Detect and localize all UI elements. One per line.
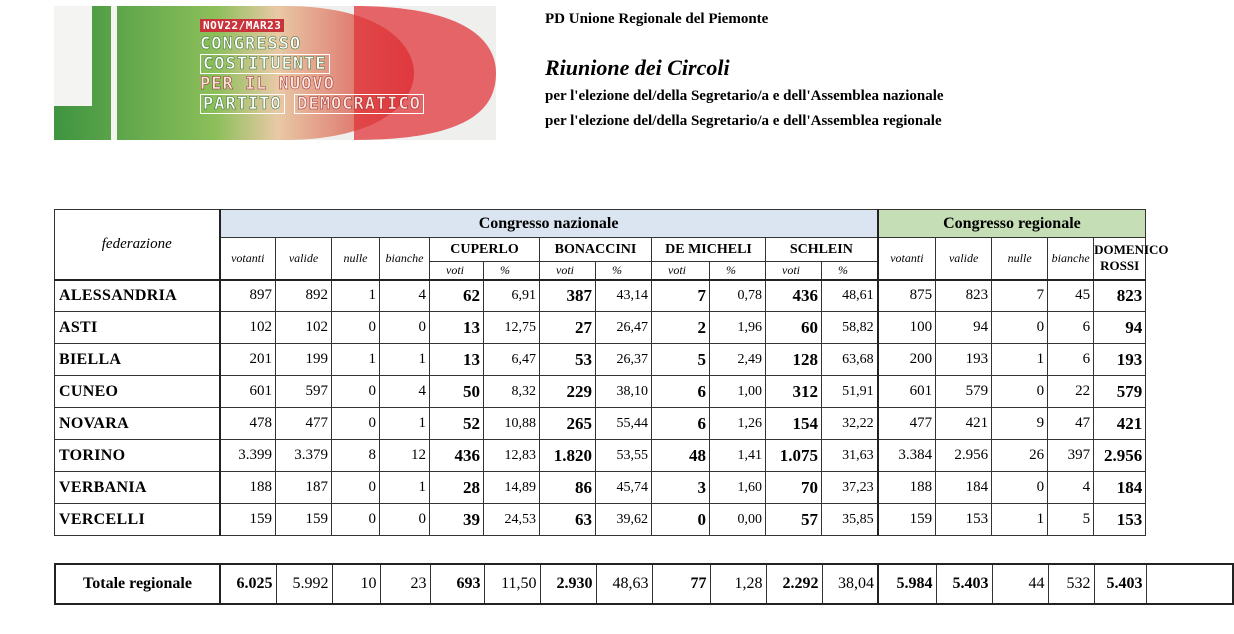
logo-line-3: PER IL NUOVO bbox=[200, 74, 335, 94]
reg-bianche-cell: 45 bbox=[1048, 280, 1094, 312]
total-cuperlo-voti: 693 bbox=[430, 564, 484, 604]
table-row bbox=[55, 408, 1233, 440]
reg-bianche-cell: 5 bbox=[1048, 504, 1094, 536]
reg-valide-cell: 823 bbox=[936, 280, 992, 312]
valide-cell: 3.379 bbox=[276, 440, 332, 472]
reg-bianche-cell: 6 bbox=[1048, 344, 1094, 376]
reg-nulle-cell: 7 bbox=[992, 280, 1048, 312]
schlein-voti-cell: 70 bbox=[766, 472, 822, 504]
total-cuperlo-pct: 11,50 bbox=[484, 564, 540, 604]
bonaccini-pct-cell: 45,74 bbox=[596, 472, 652, 504]
total-de-micheli-pct: 1,28 bbox=[710, 564, 766, 604]
schlein-voti-cell: 436 bbox=[766, 280, 822, 312]
cuperlo-pct-cell: 6,91 bbox=[484, 280, 540, 312]
cuperlo-voti-header: voti bbox=[430, 262, 484, 280]
reg-votanti-cell: 3.384 bbox=[878, 440, 936, 472]
schlein-voti-cell: 1.075 bbox=[766, 440, 822, 472]
votanti-cell: 478 bbox=[220, 408, 276, 440]
subtitle-national: per l'elezione del/della Segretario/a e dell'Assemblea nazionale bbox=[545, 88, 944, 104]
federation-name: BIELLA bbox=[55, 344, 220, 376]
de-micheli-pct-cell: 1,00 bbox=[710, 376, 766, 408]
candidate-header-cuperlo: CUPERLO bbox=[430, 238, 540, 262]
table-row bbox=[55, 472, 1233, 504]
bonaccini-pct-cell: 55,44 bbox=[596, 408, 652, 440]
reg-nulle-cell: 26 bbox=[992, 440, 1048, 472]
rossi-voti-cell: 579 bbox=[1094, 376, 1146, 408]
bonaccini-voti-cell: 27 bbox=[540, 312, 596, 344]
cuperlo-voti-cell: 436 bbox=[430, 440, 484, 472]
total-bianche: 23 bbox=[380, 564, 430, 604]
bonaccini-voti-header: voti bbox=[540, 262, 596, 280]
schlein-pct-header: % bbox=[822, 262, 878, 280]
results-table bbox=[54, 209, 1233, 536]
total-bonaccini-pct: 48,63 bbox=[596, 564, 652, 604]
federation-name: TORINO bbox=[55, 440, 220, 472]
nulle-cell: 8 bbox=[332, 440, 380, 472]
reg-votanti-cell: 875 bbox=[878, 280, 936, 312]
valide-cell: 102 bbox=[276, 312, 332, 344]
schlein-voti-cell: 60 bbox=[766, 312, 822, 344]
bonaccini-pct-cell: 53,55 bbox=[596, 440, 652, 472]
bonaccini-voti-cell: 53 bbox=[540, 344, 596, 376]
schlein-voti-cell: 128 bbox=[766, 344, 822, 376]
table-row bbox=[55, 504, 1233, 536]
reg-nulle-cell: 0 bbox=[992, 312, 1048, 344]
reg-bianche-cell: 47 bbox=[1048, 408, 1094, 440]
federation-name: NOVARA bbox=[55, 408, 220, 440]
votanti-cell: 159 bbox=[220, 504, 276, 536]
bianche-cell: 4 bbox=[380, 376, 430, 408]
logo-line-5: DEMOCRATICO bbox=[294, 94, 424, 114]
national-congress-header: Congresso nazionale bbox=[220, 210, 878, 238]
total-table bbox=[54, 563, 1234, 605]
rossi-voti-cell: 94 bbox=[1094, 312, 1146, 344]
total-reg-nulle: 44 bbox=[992, 564, 1048, 604]
schlein-voti-cell: 154 bbox=[766, 408, 822, 440]
reg-votanti-cell: 477 bbox=[878, 408, 936, 440]
reg-votanti-header: votanti bbox=[878, 238, 936, 280]
reg-valide-cell: 193 bbox=[936, 344, 992, 376]
total-reg-valide: 5.403 bbox=[936, 564, 992, 604]
de-micheli-voti-cell: 0 bbox=[652, 504, 710, 536]
votanti-header: votanti bbox=[220, 238, 276, 280]
cuperlo-pct-cell: 24,53 bbox=[484, 504, 540, 536]
reg-nulle-cell: 9 bbox=[992, 408, 1048, 440]
document-title: Riunione dei Circoli bbox=[545, 55, 730, 80]
total-votanti: 6.025 bbox=[220, 564, 276, 604]
regional-congress-header: Congresso regionale bbox=[878, 210, 1146, 238]
votanti-cell: 897 bbox=[220, 280, 276, 312]
cuperlo-voti-cell: 39 bbox=[430, 504, 484, 536]
nulle-header: nulle bbox=[332, 238, 380, 280]
reg-valide-cell: 94 bbox=[936, 312, 992, 344]
reg-bianche-cell: 6 bbox=[1048, 312, 1094, 344]
table-row bbox=[55, 344, 1233, 376]
total-row bbox=[55, 564, 1233, 604]
nulle-cell: 1 bbox=[332, 344, 380, 376]
schlein-pct-cell: 63,68 bbox=[822, 344, 878, 376]
total-reg-bianche: 532 bbox=[1048, 564, 1094, 604]
total-de-micheli-voti: 77 bbox=[652, 564, 710, 604]
cuperlo-voti-cell: 50 bbox=[430, 376, 484, 408]
de-micheli-voti-cell: 48 bbox=[652, 440, 710, 472]
bianche-header: bianche bbox=[380, 238, 430, 280]
rossi-voti-cell: 153 bbox=[1094, 504, 1146, 536]
total-rossi-voti: 5.403 bbox=[1094, 564, 1146, 604]
schlein-pct-cell: 48,61 bbox=[822, 280, 878, 312]
rossi-voti-cell: 823 bbox=[1094, 280, 1146, 312]
rossi-voti-cell: 2.956 bbox=[1094, 440, 1146, 472]
valide-header: valide bbox=[276, 238, 332, 280]
de-micheli-pct-header: % bbox=[710, 262, 766, 280]
cuperlo-voti-cell: 13 bbox=[430, 344, 484, 376]
reg-votanti-cell: 100 bbox=[878, 312, 936, 344]
total-reg-votanti: 5.984 bbox=[878, 564, 936, 604]
bonaccini-pct-header: % bbox=[596, 262, 652, 280]
de-micheli-pct-cell: 1,60 bbox=[710, 472, 766, 504]
reg-bianche-header: bianche bbox=[1048, 238, 1094, 280]
bonaccini-voti-cell: 265 bbox=[540, 408, 596, 440]
schlein-pct-cell: 31,63 bbox=[822, 440, 878, 472]
cuperlo-voti-cell: 52 bbox=[430, 408, 484, 440]
valide-cell: 597 bbox=[276, 376, 332, 408]
results-body bbox=[55, 280, 1233, 536]
de-micheli-voti-cell: 2 bbox=[652, 312, 710, 344]
reg-valide-header: valide bbox=[936, 238, 992, 280]
bonaccini-voti-cell: 1.820 bbox=[540, 440, 596, 472]
total-schlein-voti: 2.292 bbox=[766, 564, 822, 604]
de-micheli-voti-cell: 7 bbox=[652, 280, 710, 312]
de-micheli-voti-cell: 5 bbox=[652, 344, 710, 376]
nulle-cell: 0 bbox=[332, 472, 380, 504]
logo-line-1: CONGRESSO bbox=[200, 34, 302, 54]
bianche-cell: 0 bbox=[380, 504, 430, 536]
bianche-cell: 1 bbox=[380, 344, 430, 376]
reg-nulle-cell: 0 bbox=[992, 376, 1048, 408]
de-micheli-pct-cell: 1,26 bbox=[710, 408, 766, 440]
bianche-cell: 1 bbox=[380, 472, 430, 504]
de-micheli-pct-cell: 1,96 bbox=[710, 312, 766, 344]
table-row bbox=[55, 376, 1233, 408]
reg-bianche-cell: 22 bbox=[1048, 376, 1094, 408]
rossi-last-name: ROSSI bbox=[1100, 258, 1140, 274]
logo-line-2: COSTITUENTE bbox=[200, 54, 330, 74]
nulle-cell: 0 bbox=[332, 376, 380, 408]
bonaccini-voti-cell: 229 bbox=[540, 376, 596, 408]
reg-valide-cell: 421 bbox=[936, 408, 992, 440]
reg-votanti-cell: 200 bbox=[878, 344, 936, 376]
cuperlo-pct-cell: 14,89 bbox=[484, 472, 540, 504]
bianche-cell: 12 bbox=[380, 440, 430, 472]
votanti-cell: 201 bbox=[220, 344, 276, 376]
federation-name: ASTI bbox=[55, 312, 220, 344]
nulle-cell: 1 bbox=[332, 280, 380, 312]
valide-cell: 477 bbox=[276, 408, 332, 440]
reg-valide-cell: 2.956 bbox=[936, 440, 992, 472]
federation-name: ALESSANDRIA bbox=[55, 280, 220, 312]
valide-cell: 199 bbox=[276, 344, 332, 376]
bonaccini-pct-cell: 39,62 bbox=[596, 504, 652, 536]
votanti-cell: 102 bbox=[220, 312, 276, 344]
valide-cell: 159 bbox=[276, 504, 332, 536]
de-micheli-voti-cell: 6 bbox=[652, 408, 710, 440]
nulle-cell: 0 bbox=[332, 504, 380, 536]
reg-valide-cell: 579 bbox=[936, 376, 992, 408]
cuperlo-pct-cell: 8,32 bbox=[484, 376, 540, 408]
schlein-pct-cell: 37,23 bbox=[822, 472, 878, 504]
total-label: Totale regionale bbox=[55, 564, 220, 604]
votanti-cell: 188 bbox=[220, 472, 276, 504]
votanti-cell: 3.399 bbox=[220, 440, 276, 472]
schlein-voti-header: voti bbox=[766, 262, 822, 280]
total-nulle: 10 bbox=[332, 564, 380, 604]
federation-name: CUNEO bbox=[55, 376, 220, 408]
reg-nulle-cell: 0 bbox=[992, 472, 1048, 504]
cuperlo-pct-cell: 6,47 bbox=[484, 344, 540, 376]
table-row bbox=[55, 440, 1233, 472]
reg-nulle-cell: 1 bbox=[992, 344, 1048, 376]
candidate-header-de-micheli: DE MICHELI bbox=[652, 238, 766, 262]
candidate-header-schlein: SCHLEIN bbox=[766, 238, 878, 262]
reg-votanti-cell: 188 bbox=[878, 472, 936, 504]
schlein-pct-cell: 35,85 bbox=[822, 504, 878, 536]
congress-logo bbox=[54, 6, 496, 140]
table-row bbox=[55, 280, 1233, 312]
reg-votanti-cell: 159 bbox=[878, 504, 936, 536]
rossi-voti-cell: 193 bbox=[1094, 344, 1146, 376]
valide-cell: 892 bbox=[276, 280, 332, 312]
schlein-pct-cell: 51,91 bbox=[822, 376, 878, 408]
de-micheli-pct-cell: 2,49 bbox=[710, 344, 766, 376]
cuperlo-voti-cell: 28 bbox=[430, 472, 484, 504]
cuperlo-voti-cell: 62 bbox=[430, 280, 484, 312]
reg-valide-cell: 184 bbox=[936, 472, 992, 504]
votanti-cell: 601 bbox=[220, 376, 276, 408]
de-micheli-pct-cell: 0,78 bbox=[710, 280, 766, 312]
subtitle-regional: per l'elezione del/della Segretario/a e dell'Assemblea regionale bbox=[545, 113, 942, 129]
logo-line-4: PARTITO bbox=[200, 94, 285, 114]
de-micheli-voti-header: voti bbox=[652, 262, 710, 280]
nulle-cell: 0 bbox=[332, 312, 380, 344]
rossi-voti-cell: 184 bbox=[1094, 472, 1146, 504]
cuperlo-pct-cell: 12,75 bbox=[484, 312, 540, 344]
cuperlo-pct-header: % bbox=[484, 262, 540, 280]
reg-bianche-cell: 4 bbox=[1048, 472, 1094, 504]
bonaccini-pct-cell: 43,14 bbox=[596, 280, 652, 312]
bonaccini-pct-cell: 26,47 bbox=[596, 312, 652, 344]
total-schlein-pct: 38,04 bbox=[822, 564, 878, 604]
bonaccini-pct-cell: 26,37 bbox=[596, 344, 652, 376]
schlein-pct-cell: 58,82 bbox=[822, 312, 878, 344]
reg-bianche-cell: 397 bbox=[1048, 440, 1094, 472]
bonaccini-voti-cell: 86 bbox=[540, 472, 596, 504]
federation-name: VERCELLI bbox=[55, 504, 220, 536]
reg-nulle-header: nulle bbox=[992, 238, 1048, 280]
valide-cell: 187 bbox=[276, 472, 332, 504]
logo-date: NOV22/MAR23 bbox=[200, 19, 284, 32]
schlein-voti-cell: 57 bbox=[766, 504, 822, 536]
nulle-cell: 0 bbox=[332, 408, 380, 440]
reg-votanti-cell: 601 bbox=[878, 376, 936, 408]
bonaccini-pct-cell: 38,10 bbox=[596, 376, 652, 408]
federation-header: federazione bbox=[55, 210, 220, 280]
cuperlo-pct-cell: 12,83 bbox=[484, 440, 540, 472]
rossi-voti-cell: 421 bbox=[1094, 408, 1146, 440]
table-row bbox=[55, 312, 1233, 344]
bonaccini-voti-cell: 63 bbox=[540, 504, 596, 536]
federation-name: VERBANIA bbox=[55, 472, 220, 504]
reg-valide-cell: 153 bbox=[936, 504, 992, 536]
bianche-cell: 1 bbox=[380, 408, 430, 440]
reg-nulle-cell: 1 bbox=[992, 504, 1048, 536]
bianche-cell: 0 bbox=[380, 312, 430, 344]
candidate-header-rossi bbox=[1094, 238, 1169, 280]
organization-name: PD Unione Regionale del Piemonte bbox=[545, 11, 769, 27]
total-valide: 5.992 bbox=[276, 564, 332, 604]
cuperlo-voti-cell: 13 bbox=[430, 312, 484, 344]
rossi-first-name: DOMENICO bbox=[1094, 242, 1169, 258]
de-micheli-voti-cell: 6 bbox=[652, 376, 710, 408]
de-micheli-voti-cell: 3 bbox=[652, 472, 710, 504]
de-micheli-pct-cell: 0,00 bbox=[710, 504, 766, 536]
total-bonaccini-voti: 2.930 bbox=[540, 564, 596, 604]
schlein-pct-cell: 32,22 bbox=[822, 408, 878, 440]
schlein-voti-cell: 312 bbox=[766, 376, 822, 408]
candidate-header-bonaccini: BONACCINI bbox=[540, 238, 652, 262]
de-micheli-pct-cell: 1,41 bbox=[710, 440, 766, 472]
bianche-cell: 4 bbox=[380, 280, 430, 312]
bonaccini-voti-cell: 387 bbox=[540, 280, 596, 312]
cuperlo-pct-cell: 10,88 bbox=[484, 408, 540, 440]
